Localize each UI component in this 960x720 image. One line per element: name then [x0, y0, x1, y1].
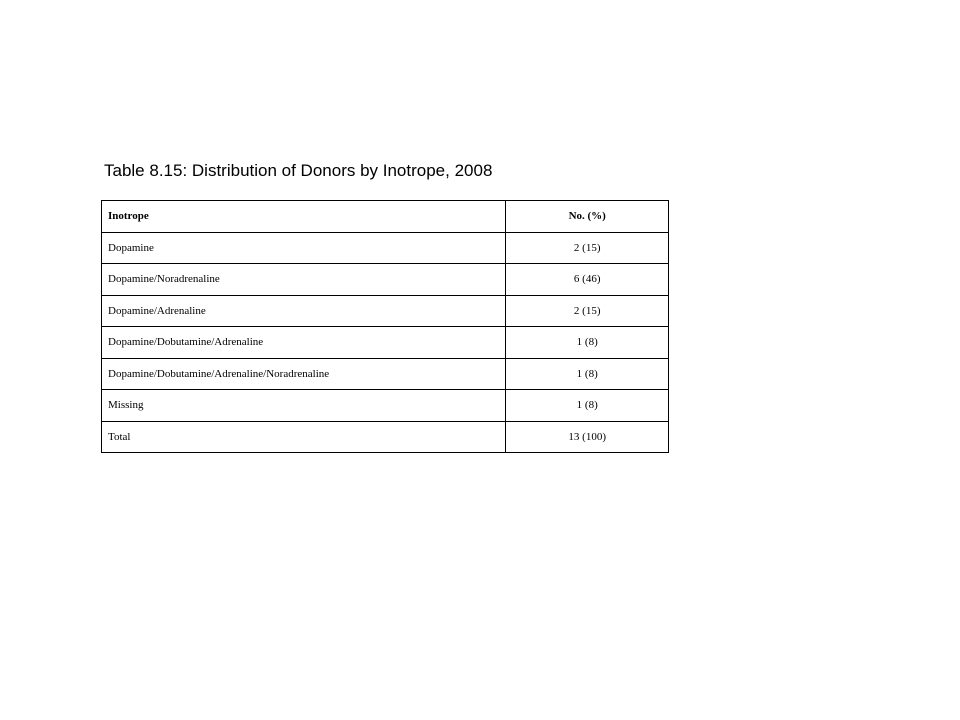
header-count-percent: No. (%)	[506, 201, 669, 233]
row-count-cell: 1 (8)	[506, 390, 669, 422]
row-inotrope-cell: Dopamine	[102, 232, 506, 264]
table-total-row	[102, 421, 669, 453]
row-inotrope-cell: Missing	[102, 390, 506, 422]
table-header-row	[102, 201, 669, 233]
row-inotrope-cell: Dopamine/Noradrenaline	[102, 264, 506, 296]
row-count-cell: 1 (8)	[506, 327, 669, 359]
row-inotrope-cell: Dopamine/Dobutamine/Adrenaline/Noradrenaline	[102, 358, 506, 390]
row-inotrope-cell: Dopamine/Adrenaline	[102, 295, 506, 327]
row-inotrope-cell: Dopamine/Dobutamine/Adrenaline	[102, 327, 506, 359]
table-row	[102, 327, 669, 359]
table-row	[102, 264, 669, 296]
row-count-cell: 6 (46)	[506, 264, 669, 296]
table-row	[102, 295, 669, 327]
total-count-cell: 13 (100)	[506, 421, 669, 453]
row-count-cell: 2 (15)	[506, 232, 669, 264]
row-count-cell: 2 (15)	[506, 295, 669, 327]
row-count-cell: 1 (8)	[506, 358, 669, 390]
total-label-cell: Total	[102, 421, 506, 453]
inotrope-table	[101, 200, 669, 453]
table-row	[102, 358, 669, 390]
header-inotrope: Inotrope	[102, 201, 506, 233]
table-title: Table 8.15: Distribution of Donors by Inotrope, 2008	[104, 161, 493, 180]
table-row	[102, 232, 669, 264]
table-row	[102, 390, 669, 422]
